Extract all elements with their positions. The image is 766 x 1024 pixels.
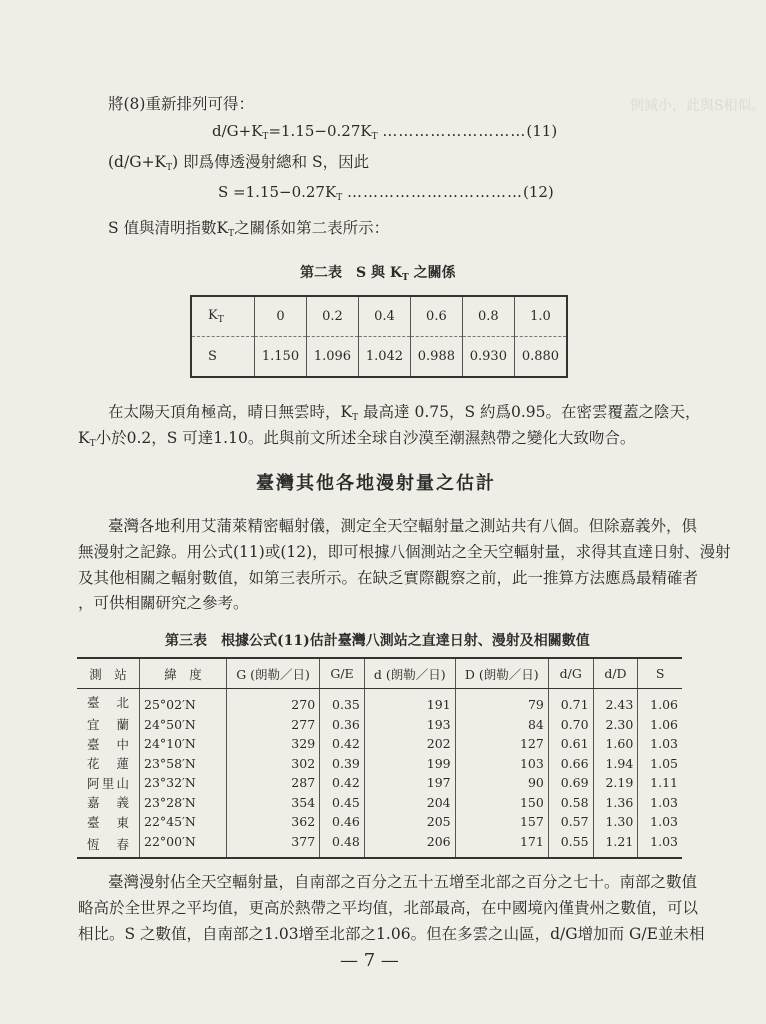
column-header: 緯 度 — [140, 658, 227, 689]
table-cell: 2.30 — [593, 715, 638, 735]
table-cell: 362 — [227, 812, 320, 832]
table-cell: 277 — [227, 715, 320, 735]
table-cell: 202 — [364, 734, 455, 754]
table-cell: 23°58′N — [140, 754, 227, 774]
table-cell: 1.60 — [593, 734, 638, 754]
table-cell: 23°32′N — [140, 773, 227, 793]
column-header: d/D — [593, 658, 638, 689]
table-row-s — [191, 337, 567, 378]
station-name: 臺中 — [87, 736, 129, 752]
table-cell: 1.096 — [306, 337, 358, 378]
table-cell: 191 — [364, 689, 455, 715]
table-cell: 0.36 — [320, 715, 365, 735]
paragraph-line: 無漫射之記錄。用公式(11)或(12)，即可根據八個測站之全天空輻射量，求得其直達日射、漫射 — [78, 543, 731, 561]
table-cell: 0.48 — [320, 832, 365, 859]
table-row — [77, 812, 682, 832]
table-cell: 25°02′N — [140, 689, 227, 715]
table-cell: 0.930 — [462, 337, 514, 378]
section-heading: 臺灣其他各地漫射量之估計 — [256, 473, 496, 494]
table-cell: 0.71 — [548, 689, 593, 715]
equation-11: $d/G+K_T=1.15-0.27K_T$ ………………………(11) — [212, 122, 558, 142]
table-cell: 1.03 — [638, 832, 682, 859]
column-header: 測 站 — [77, 658, 140, 689]
table-cell: 302 — [227, 754, 320, 774]
paragraph-line: 臺灣漫射佔全天空輻射量，自南部之百分之五十五增至北部之百分之七十。南部之數值 — [108, 873, 698, 891]
table-cell: 2.19 — [593, 773, 638, 793]
table-cell: 0.57 — [548, 812, 593, 832]
column-header: G (朗勒／日) — [227, 658, 320, 689]
table-cell: 84 — [455, 715, 548, 735]
table-cell: 127 — [455, 734, 548, 754]
table-cell: 0.6 — [410, 296, 462, 337]
table-cell: 171 — [455, 832, 548, 859]
table-cell: 0.61 — [548, 734, 593, 754]
row-label-s: S — [208, 349, 217, 364]
table-cell: 0.988 — [410, 337, 462, 378]
paragraph-line: 在太陽天頂角極高，晴日無雲時，$K_T$ 最高達 0.75，S 約爲0.95。在密雲覆蓋之陰天， — [108, 403, 701, 423]
table-row — [77, 793, 682, 813]
table2-caption: 第二表 S 與 $K_T$ 之關係 — [300, 265, 456, 283]
station-name: 臺東 — [87, 814, 129, 830]
table-cell: 0.66 — [548, 754, 593, 774]
table-cell: 0 — [255, 296, 307, 337]
table-cell: 1.03 — [638, 793, 682, 813]
table-cell: 204 — [364, 793, 455, 813]
table-cell: 1.94 — [593, 754, 638, 774]
table-cell: 377 — [227, 832, 320, 859]
table-cell: 1.11 — [638, 773, 682, 793]
column-header: D (朗勒／日) — [455, 658, 548, 689]
table-row — [77, 715, 682, 735]
paragraph-line: 相比。S 之數值，自南部之1.03增至北部之1.06。但在多雲之山區，d/G增加而 G/E並未相 — [78, 925, 705, 943]
table-cell: 1.05 — [638, 754, 682, 774]
table-cell: 1.06 — [638, 715, 682, 735]
page-number: — 7 — — [340, 950, 399, 971]
table-cell: 1.150 — [255, 337, 307, 378]
table-cell: 90 — [455, 773, 548, 793]
table-cell: 103 — [455, 754, 548, 774]
table-row-kt — [191, 296, 567, 337]
table-cell: 0.46 — [320, 812, 365, 832]
table-cell: 0.42 — [320, 773, 365, 793]
table-s-vs-kt — [190, 295, 568, 378]
table-header-row — [77, 658, 682, 689]
paragraph-line: 臺灣各地利用艾蒲萊精密輻射儀，測定全天空輻射量之測站共有八個。但除嘉義外，俱 — [108, 517, 698, 535]
table-cell: 0.69 — [548, 773, 593, 793]
table-cell: 0.4 — [358, 296, 410, 337]
table-row — [77, 734, 682, 754]
table-cell: 329 — [227, 734, 320, 754]
table-cell: 0.70 — [548, 715, 593, 735]
table-cell: 0.55 — [548, 832, 593, 859]
paragraph-line: 及其他相關之輻射數值，如第三表所示。在缺乏實際觀察之前，此一推算方法應爲最精確者 — [78, 569, 699, 587]
intro-line: $(d/G+K_T)$ 即爲傳透漫射總和 S，因此 — [108, 153, 370, 173]
table-cell: 79 — [455, 689, 548, 715]
table-cell: 0.45 — [320, 793, 365, 813]
table-cell: 1.21 — [593, 832, 638, 859]
table-cell: 0.58 — [548, 793, 593, 813]
table-cell: 0.39 — [320, 754, 365, 774]
table-row — [77, 832, 682, 859]
table-row — [77, 754, 682, 774]
table-cell: 1.042 — [358, 337, 410, 378]
station-name: 嘉義 — [87, 795, 129, 811]
table-taiwan-stations — [77, 657, 682, 859]
intro-line: 將(8)重新排列可得： — [108, 95, 254, 113]
table-cell: 205 — [364, 812, 455, 832]
table-row — [77, 689, 682, 715]
table-cell: 287 — [227, 773, 320, 793]
table-cell: 24°50′N — [140, 715, 227, 735]
station-name: 阿里山 — [87, 775, 129, 791]
intro-line: S 值與清明指數$K_T$之關係如第二表所示： — [108, 219, 390, 239]
column-header: d (朗勒／日) — [364, 658, 455, 689]
paragraph-line: 略高於全世界之平均值，更高於熱帶之平均值，北部最高，在中國境內僅貴州之數值，可以 — [78, 899, 699, 917]
table-row — [77, 773, 682, 793]
table-cell: 1.36 — [593, 793, 638, 813]
table-cell: 1.30 — [593, 812, 638, 832]
table-cell: 2.43 — [593, 689, 638, 715]
column-header: G/E — [320, 658, 365, 689]
station-name: 花蓮 — [87, 756, 129, 772]
table-cell: 22°00′N — [140, 832, 227, 859]
table-cell: 0.42 — [320, 734, 365, 754]
table-cell: 0.35 — [320, 689, 365, 715]
table-cell: 1.03 — [638, 734, 682, 754]
table-cell: 199 — [364, 754, 455, 774]
table-cell: 0.8 — [462, 296, 514, 337]
column-header: d/G — [548, 658, 593, 689]
table-cell: 193 — [364, 715, 455, 735]
table-cell: 197 — [364, 773, 455, 793]
table-cell: 1.0 — [514, 296, 567, 337]
table-cell: 270 — [227, 689, 320, 715]
table-cell: 0.880 — [514, 337, 567, 378]
bleed-through-text: 例減小，此與S相似。 — [630, 98, 766, 114]
row-label-kt: $K_T$ — [191, 296, 255, 337]
station-name: 臺北 — [87, 694, 129, 710]
table-cell: 23°28′N — [140, 793, 227, 813]
table-cell: 0.2 — [306, 296, 358, 337]
table-cell: 24°10′N — [140, 734, 227, 754]
table-cell: 150 — [455, 793, 548, 813]
table-cell: 157 — [455, 812, 548, 832]
station-name: 宜蘭 — [87, 717, 129, 733]
table-cell: 1.06 — [638, 689, 682, 715]
table-cell: 206 — [364, 832, 455, 859]
paragraph-line: ，可供相關研究之參考。 — [78, 594, 249, 612]
table-cell: 22°45′N — [140, 812, 227, 832]
table-cell: 1.03 — [638, 812, 682, 832]
equation-12: $S =1.15-0.27K_T$ ……………………………(12) — [218, 183, 554, 203]
table3-caption: 第三表 根據公式(11)估計臺灣八測站之直達日射、漫射及相關數值 — [165, 633, 590, 649]
column-header: S — [638, 658, 682, 689]
paragraph-line: $K_T$小於0.2，S 可達1.10。此與前文所述全球自沙漠至潮濕熱帶之變化大致吻合。 — [78, 429, 636, 449]
table-cell: 354 — [227, 793, 320, 813]
station-name: 恆春 — [87, 837, 129, 853]
